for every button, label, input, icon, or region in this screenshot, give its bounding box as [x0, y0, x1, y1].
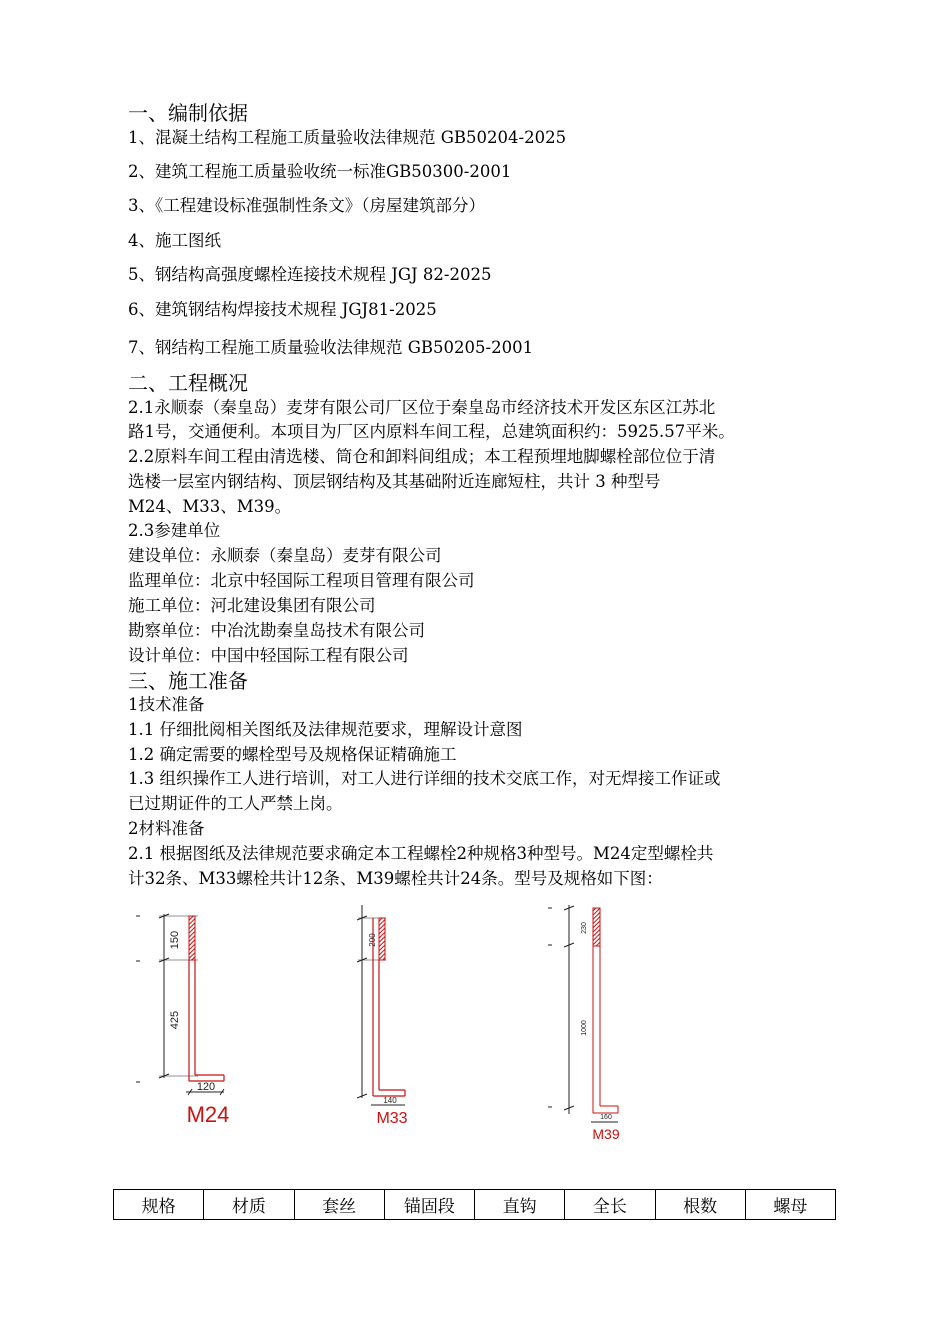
s2-line-9: 施工单位：河北建设集团有限公司 [128, 596, 376, 615]
table-header-cell: 直钩 [475, 1190, 565, 1220]
s2-line-2: 路1号，交通便利。本项目为厂区内原料车间工程，总建筑面积约：5925.57平米。 [128, 422, 735, 441]
s1-item-7: 7、钢结构工程施工质量验收法律规范 GB50205-2001 [128, 338, 534, 357]
table-header-cell: 全长 [565, 1190, 655, 1220]
s3-line-7: 2.1 根据图纸及法律规范要求确定本工程螺栓2种规格3种型号。M24定型螺栓共 [128, 844, 714, 863]
s2-line-8: 监理单位：北京中轻国际工程项目管理有限公司 [128, 571, 475, 590]
s2-line-3: 2.2原料车间工程由清选楼、筒仓和卸料间组成；本工程预埋地脚螺栓部位位于清 [128, 447, 716, 466]
s1-item-3: 3、《工程建设标准强制性条文》（房屋建筑部分） [128, 196, 485, 215]
s2-line-6: 2.3参建单位 [128, 521, 221, 540]
section-2-title: 二、工程概况 [128, 371, 248, 395]
table-header-row [114, 1190, 836, 1220]
s3-line-4: 1.3 组织操作工人进行培训，对工人进行详细的技术交底工作，对无焊接工作证或 [128, 769, 721, 788]
s1-item-1: 1、混凝土结构工程施工质量验收法律规范 GB50204-2025 [128, 128, 567, 147]
m33-thread-dimension: 200 [368, 933, 377, 947]
s3-line-8: 计32条、M33螺栓共计12条、M39螺栓共计24条。型号及规格如下图： [128, 869, 663, 888]
bolt-specification-drawing [128, 900, 648, 1160]
table-header-cell: 螺母 [745, 1190, 835, 1220]
bolt-spec-table [113, 1189, 836, 1220]
m24-anchor-dimension: 425 [169, 1010, 181, 1030]
m39-label: M39 [592, 1126, 620, 1142]
s1-item-2: 2、建筑工程施工质量验收统一标准GB50300-2001 [128, 162, 512, 181]
s2-line-10: 勘察单位：中冶沈勘秦皇岛技术有限公司 [128, 621, 425, 640]
table-header-cell: 材质 [204, 1190, 294, 1220]
s2-line-1: 2.1永顺泰（秦皇岛）麦芽有限公司厂区位于秦皇岛市经济技术开发区东区江苏北 [128, 398, 716, 417]
m24-hook-dimension: 120 [196, 1081, 216, 1093]
s2-line-4: 选楼一层室内钢结构、顶层钢结构及其基础附近连廊短柱，共计 3 种型号 [128, 472, 661, 491]
table-header-cell: 锚固段 [384, 1190, 474, 1220]
table-header-cell: 规格 [114, 1190, 204, 1220]
table-header-cell: 根数 [655, 1190, 745, 1220]
s3-line-5: 已过期证件的工人严禁上岗。 [128, 794, 343, 813]
bolt-m33-drawing [357, 905, 408, 1127]
s3-line-1: 1技术准备 [128, 695, 205, 714]
s2-line-7: 建设单位：永顺泰（秦皇岛）麦芽有限公司 [128, 546, 442, 565]
s2-line-5: M24、M33、M39。 [128, 497, 292, 516]
m24-thread-dimension: 150 [169, 930, 181, 950]
section-1-title: 一、编制依据 [128, 101, 248, 125]
m39-hook-dimension: 160 [600, 1114, 612, 1121]
table-header-cell: 套丝 [294, 1190, 384, 1220]
m39-thread-dimension: 230 [581, 922, 588, 934]
m33-hook-dimension: 140 [383, 1096, 397, 1105]
s1-item-6: 6、建筑钢结构焊接技术规程 JGJ81-2025 [128, 300, 437, 319]
m39-anchor-dimension: 1000 [581, 1020, 588, 1036]
bolt-m39-drawing [548, 905, 620, 1142]
s1-item-5: 5、钢结构高强度螺栓连接技术规程 JGJ 82-2025 [128, 265, 492, 284]
s1-item-4: 4、施工图纸 [128, 231, 221, 250]
s3-line-2: 1.1 仔细批阅相关图纸及法律规范要求，理解设计意图 [128, 720, 523, 739]
s2-line-11: 设计单位：中国中轻国际工程有限公司 [128, 646, 409, 665]
s3-line-6: 2材料准备 [128, 819, 205, 838]
bolt-m24-drawing [136, 914, 229, 1127]
m24-label: M24 [186, 1102, 230, 1127]
section-3-title: 三、施工准备 [128, 669, 248, 693]
s3-line-3: 1.2 确定需要的螺栓型号及规格保证精确施工 [128, 745, 457, 764]
m33-label: M33 [376, 1110, 408, 1127]
